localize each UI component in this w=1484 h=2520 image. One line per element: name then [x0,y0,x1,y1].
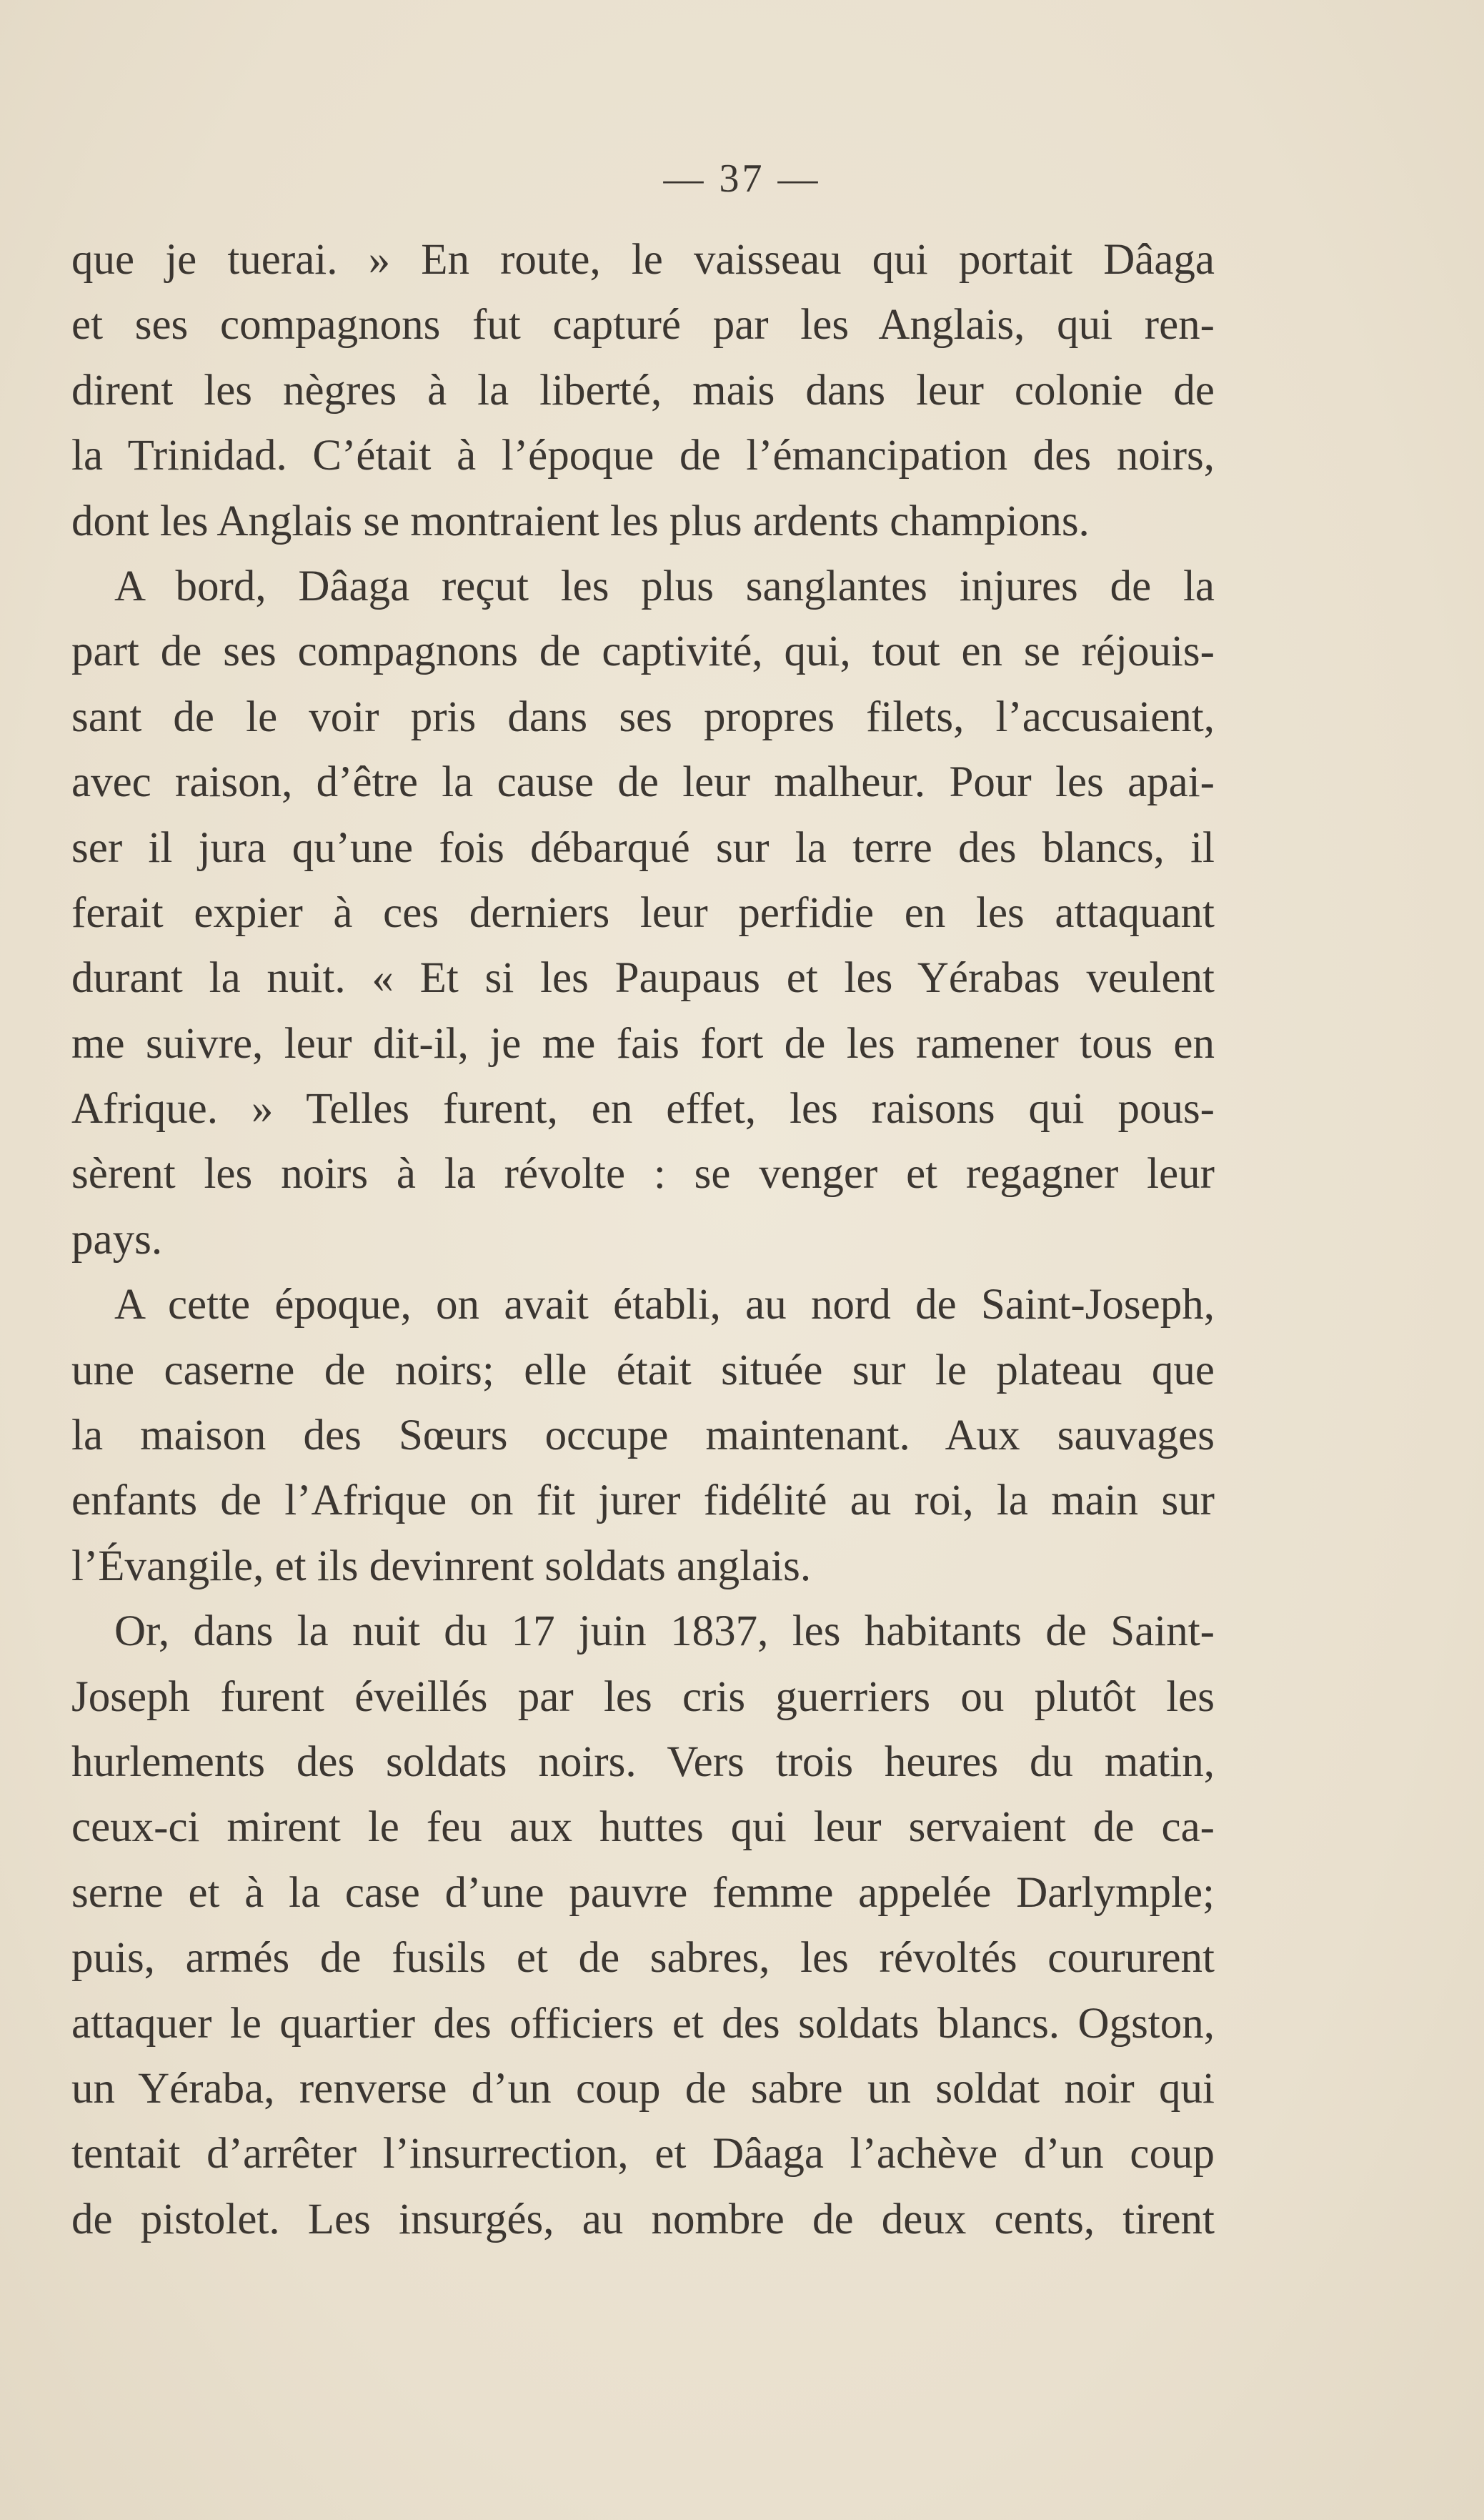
text-line: Or, dans la nuit du 17 juin 1837, les habitants de Saint- [114,1607,1215,1656]
text-line: de pistolet. Les insurgés, au nombre de deux cents, tirent [71,2195,1215,2243]
text-line: sèrent les noirs à la révolte : se venger et regagner leur [71,1150,1215,1199]
text-line: tentait d’arrêter l’insurrection, et Dâaga l’achève d’un coup [71,2130,1215,2178]
text-line: ceux-ci mirent le feu aux huttes qui leur servaient de ca- [71,1803,1215,1852]
text-line: serne et à la case d’une pauvre femme appelée Darlymple; [71,1868,1215,1917]
text-line: un Yéraba, renverse d’un coup de sabre un soldat noir qui [71,2064,1215,2113]
text-line: que je tuerai. » En route, le vaisseau qui portait Dâaga [71,236,1215,284]
text-line: me suivre, leur dit-il, je me fais fort de les ramener tous en [71,1019,1215,1068]
text-line: puis, armés de fusils et de sabres, les révoltés coururent [71,1934,1215,1983]
text-line: la maison des Sœurs occupe maintenant. Aux sauvages [71,1412,1215,1460]
text-line: l’Évangile, et ils devinrent soldats anglais. [71,1542,812,1590]
text-line: dont les Anglais se montraient les plus ardents champions. [71,497,1090,545]
page-number: — 37 — [663,157,821,201]
text-line: part de ses compagnons de captivité, qui, tout en se réjouis- [71,627,1215,676]
text-line: pays. [71,1215,163,1264]
text-line: et ses compagnons fut capturé par les Anglais, qui ren- [71,301,1215,349]
text-line: hurlements des soldats noirs. Vers trois heures du matin, [71,1737,1215,1786]
text-line: durant la nuit. « Et si les Paupaus et les Yérabas veulent [71,954,1215,1003]
text-line: Afrique. » Telles furent, en effet, les raisons qui pous- [71,1085,1215,1133]
text-line: une caserne de noirs; elle était située sur le plateau que [71,1346,1215,1394]
text-line: sant de le voir pris dans ses propres filets, l’accusaient, [71,693,1215,741]
body-text [71,227,1215,2252]
text-line: dirent les nègres à la liberté, mais dans leur colonie de [71,366,1215,415]
text-line: enfants de l’Afrique on fit jurer fidélité au roi, la main sur [71,1477,1215,1525]
text-line: A bord, Dâaga reçut les plus sanglantes injures de la [114,562,1215,610]
text-line: la Trinidad. C’était à l’époque de l’émancipation des noirs, [71,432,1215,480]
text-line: attaquer le quartier des officiers et des soldats blancs. Ogston, [71,1999,1215,2048]
text-line: Joseph furent éveillés par les cris guerriers ou plutôt les [71,1672,1215,1721]
text-line: ser il jura qu’une fois débarqué sur la terre des blancs, il [71,823,1215,872]
text-line: avec raison, d’être la cause de leur malheur. Pour les apai- [71,758,1215,807]
text-line: A cette époque, on avait établi, au nord de Saint-Joseph, [114,1281,1215,1329]
text-line: ferait expier à ces derniers leur perfidie en les attaquant [71,888,1215,937]
